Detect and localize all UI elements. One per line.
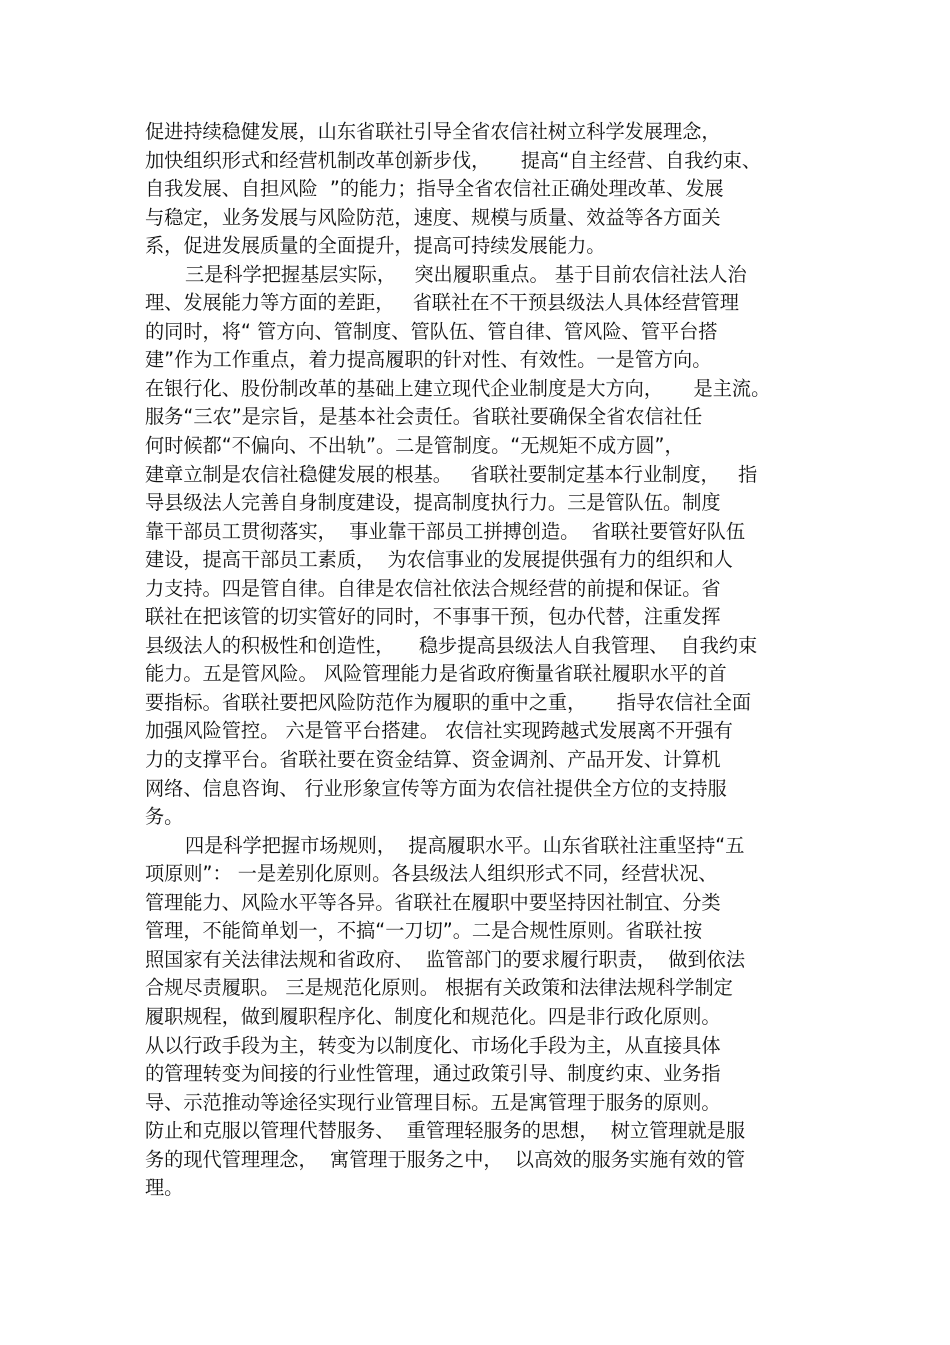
text-line: 自我发展、自担风险 ”的能力；指导全省农信社正确处理改革、发展 [145,177,724,201]
text-line: 能力。五是管风险。 风险管理能力是省政府衡量省联社履职水平的首 [145,662,727,686]
text-line: 网络、信息咨询、 行业形象宣传等方面为农信社提供全方位的支持服 [145,776,727,800]
text-line: 照国家有关法律法规和省政府、 监管部门的要求履行职责， 做到依法 [145,947,746,971]
text-line: 管理能力、风险水平等各异。省联社在履职中要坚持因社制宜、分类 [145,890,721,914]
text-line: 务的现代管理理念， 寓管理于服务之中， 以高效的服务实施有效的管 [145,1147,746,1171]
text-line: 导、示范推动等途径实现行业管理目标。五是寓管理于服务的原则。 [145,1090,721,1114]
text-line: 导县级法人完善自身制度建设，提高制度执行力。三是管队伍。制度 [145,491,721,515]
text-line: 防止和克服以管理代替服务、 重管理轻服务的思想， 树立管理就是服 [145,1119,746,1143]
text-line: 合规尽责履职。 三是规范化原则。 根据有关政策和法律法规科学制定 [145,976,733,1000]
text-line: 从以行政手段为主，转变为以制度化、市场化手段为主，从直接具体 [145,1033,721,1057]
text-line: 何时候都“不偏向、不出轨”。二是管制度。“无规矩不成方圆”， [145,434,684,458]
text-line: 加强风险管控。 六是管平台搭建。 农信社实现跨越式发展离不开强有 [145,719,733,743]
text-line: 履职规程，做到履职程序化、制度化和规范化。四是非行政化原则。 [145,1004,721,1028]
text-line: 务。 [145,805,184,829]
text-line: 系，促进发展质量的全面提升，提高可持续发展能力。 [145,234,606,258]
text-line: 的同时，将“ 管方向、管制度、管队伍、管自律、管风险、管平台搭 [145,319,718,343]
text-line: 建”作为工作重点，着力提高履职的针对性、有效性。一是管方向。 [145,348,712,372]
text-line: 管理，不能简单划一，不搞“一刀切”。二是合规性原则。省联社按 [145,919,703,943]
text-line: 的管理转变为间接的行业性管理，通过政策引导、制度约束、业务指 [145,1062,721,1086]
text-line: 加快组织形式和经营机制改革创新步伐， 提高“自主经营、自我约束、 [145,148,762,172]
text-line: 项原则”： 一是差别化原则。各县级法人组织形式不同，经营状况、 [145,862,718,886]
text-line: 与稳定，业务发展与风险防范，速度、规模与质量、效益等各方面关 [145,205,721,229]
text-line: 建章立制是农信社稳健发展的根基。 省联社要制定基本行业制度， 指 [145,462,758,486]
text-line: 力支持。四是管自律。自律是农信社依法合规经营的前提和保证。省 [145,576,721,600]
text-line: 力的支撑平台。省联社要在资金结算、资金调剂、产品开发、计算机 [145,748,721,772]
document-body [145,118,810,1203]
text-line: 建设，提高干部员工素质， 为农信事业的发展提供强有力的组织和人 [145,548,733,572]
text-line: 四是科学把握市场规则， 提高履职水平。山东省联社注重坚持“五 [185,833,745,857]
text-line: 在银行化、股份制改革的基础上建立现代企业制度是大方向， 是主流。 [145,376,771,400]
text-line: 县级法人的积极性和创造性， 稳步提高县级法人自我管理、 自我约束 [145,633,758,657]
text-line: 靠干部员工贯彻落实， 事业靠干部员工拼搏创造。 省联社要管好队伍 [145,519,746,543]
text-line: 理。 [145,1176,184,1200]
text-line: 要指标。省联社要把风险防范作为履职的重中之重， 指导农信社全面 [145,690,752,714]
text-line: 联社在把该管的切实管好的同时，不事事干预，包办代替，注重发挥 [145,605,721,629]
text-line: 理、发展能力等方面的差距， 省联社在不干预县级法人具体经营管理 [145,291,739,315]
text-line: 促进持续稳健发展，山东省联社引导全省农信社树立科学发展理念， [145,120,721,143]
text-line: 服务“三农”是宗旨，是基本社会责任。省联社要确保全省农信社任 [145,405,703,429]
text-line: 三是科学把握基层实际， 突出履职重点。 基于目前农信社法人治 [185,262,747,286]
